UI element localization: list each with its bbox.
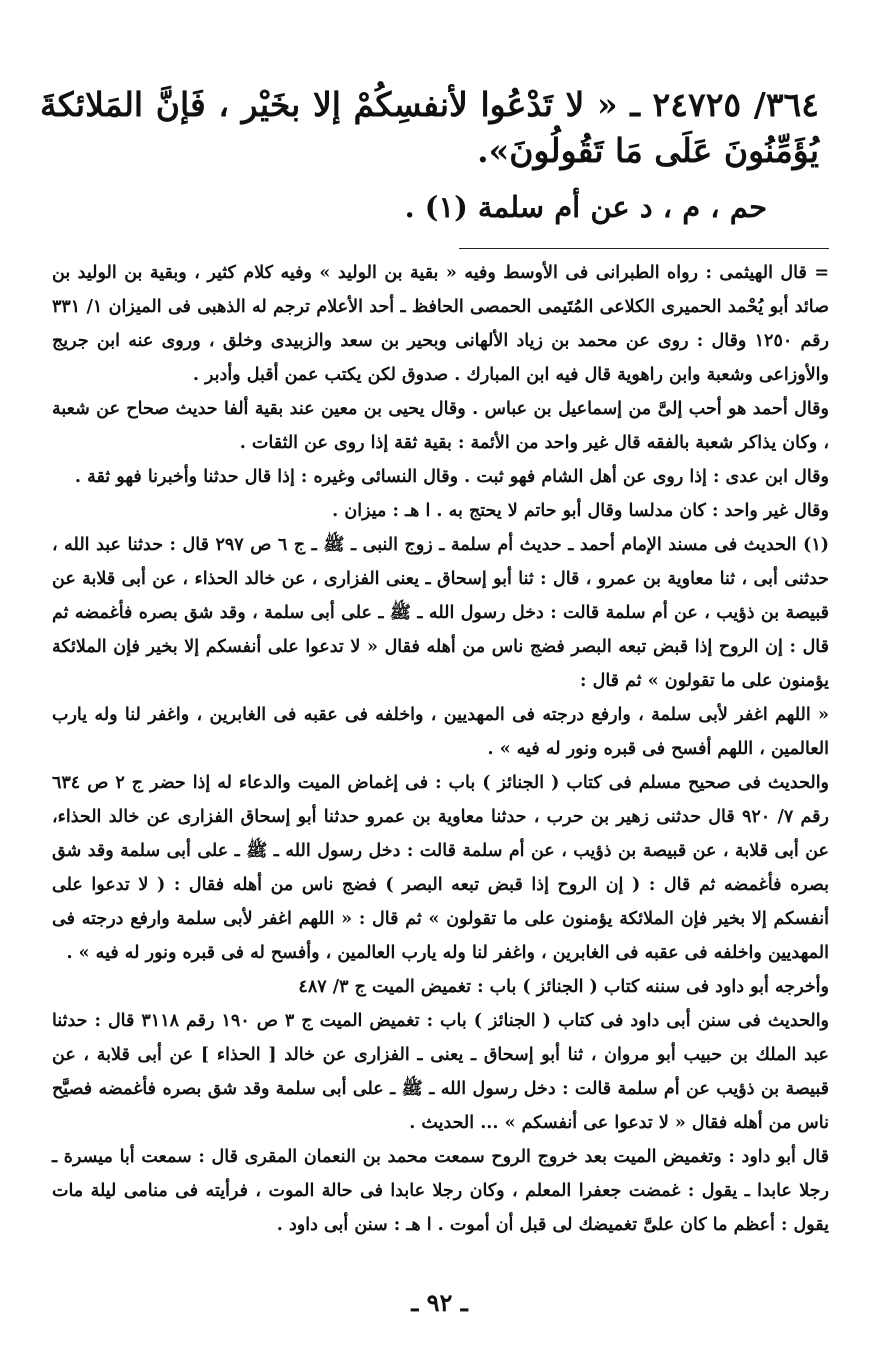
footnote-paragraph: « اللهم اغفر لأبى سلمة ، وارفع درجته فى المهديين ، واخلفه فى عقبه فى الغابرين ، واغفر لنا وله يارب العالمين ، اللهم أفسح فى قبره ونور له فيه » . [52,705,829,759]
page-number: ـ ٩٢ ـ [411,1288,468,1317]
footnote-paragraph: = قال الهيثمى : رواه الطبرانى فى الأوسط وفيه « بقية بن الوليد » وفيه كلام كثير ، وبقية بن الوليد بن صائد أبو يُحْمد الحميرى الكلاعى المُتَيمى الحمصى الحافظ ـ أحد الأعلام ترجم له الذهبى فى الميزان ١/ ٣٣١ رقم ١٢٥٠ وقال : روى عن محمد بن زياد الألهانى وبحير بن سعد والزبيدى وخلق ، وروى عنه ابن جريج والأوزاعى وشعبة وابن راهوية قال فيه ابن المبارك . صدوق لكن يكتب عمن أقبل وأدبر . [52,263,829,385]
footnote-paragraph: وقال غير واحد : كان مدلسا وقال أبو حاتم لا يحتج به . ا هـ : ميزان . [332,501,829,521]
hadith-text: ٣٦٤/ ٢٤٧٢٥ ـ « لا تَدْعُوا لأنفسِكُمْ إلا بخَيْر ، فَإنَّ المَلائكةَ يُؤَمِّنُونَ عَلَى مَا تَقُولُونَ». [40,85,820,170]
footnote-paragraph: والحديث فى صحيح مسلم فى كتاب ( الجنائز ) باب : فى إغماض الميت والدعاء له إذا حضر ج ٢ ص ٦٣٤ رقم ٧/ ٩٢٠ قال حدثنى زهير بن حرب ، حدثنا معاوية بن عمرو حدثنا أبو إسحاق الفزارى عن خالد الحذاء، عن أبى قلابة ، عن قبيصة بن ذؤيب ، عن أم سلمة قالت : دخل رسول الله ـ ﷺ ـ على أبى سلمة وقد شق بصره فأغمضه ثم قال : ( إن الروح إذا قبض تبعه البصر ) فضج ناس من أهله فقال : ( لا تدعوا على أنفسكم إلا بخير فإن الملائكة يؤمنون على ما تقولون » ثم قال : « اللهم اغفر لأبى سلمة وارفع درجته فى المهديين واخلفه فى عقبه فى الغابرين ، واغفر لنا وله يارب العالمين ، وأفسح له فى قبره ونور له فيه » . [52,773,830,963]
footnotes [52,256,829,1242]
footnote-paragraph: والحديث فى سنن أبى داود فى كتاب ( الجنائز ) باب : تغميض الميت ج ٣ ص ١٩٠ رقم ٣١١٨ قال : حدثنا عبد الملك بن حبيب أبو مروان ، ثنا أبو إسحاق ـ يعنى ـ الفزارى عن خالد [ الحذاء ] عن أبى قلابة ، عن قبيصة بن ذؤيب عن أم سلمة قالت : دخل رسول الله ـ ﷺ ـ على أبى سلمة وقد شق بصره فأغمضه فصيَّح ناس من أهله فقال « لا تدعوا عى أنفسكم » ... الحديث . [52,1011,830,1133]
hadith-source: حم ، م ، د عن أم سلمة (١) . [404,190,767,224]
footnote-divider [459,248,829,249]
footnote-paragraph: وأخرجه أبو داود فى سننه كتاب ( الجنائز ) باب : تغميض الميت ج ٣/ ٤٨٧ [298,977,829,997]
footnote-paragraph: وقال أحمد هو أحب إلىَّ من إسماعيل بن عباس . وقال يحيى بن معين عند بقية ألفا حديث صحاح عن شعبة ، وكان يذاكر شعبة بالفقه قال غير واحد من الأئمة : بقية ثقة إذا روى عن الثقات . [52,399,829,453]
footnote-paragraph: (١) الحديث فى مسند الإمام أحمد ـ حديث أم سلمة ـ زوج النبى ـ ﷺ ـ ج ٦ ص ٢٩٧ قال : حدثنا عبد الله ، حدثنى أبى ، ثنا معاوية بن عمرو ، قال : ثنا أبو إسحاق ـ يعنى الفزارى ، عن خالد الحذاء ، عن أبى قلابة عن قبيصة بن ذؤيب ، عن أم سلمة قالت : دخل رسول الله ـ ﷺ ـ على أبى سلمة ، وقد شق بصره فأغمضه ثم قال : إن الروح إذا قبض تبعه البصر فضج ناس من أهله فقال « لا تدعوا على أنفسكم إلا بخير فإن الملائكة يؤمنون على ما تقولون » ثم قال : [52,535,829,691]
footnote-paragraph: وقال ابن عدى : إذا روى عن أهل الشام فهو ثبت . وقال النسائى وغيره : إذا قال حدثنا وأخبرنا فهو ثقة . [74,467,829,487]
footnote-paragraph: قال أبو داود : وتغميض الميت بعد خروج الروح سمعت محمد بن النعمان المقرى قال : سمعت أبا ميسرة ـ رجلا عابدا ـ يقول : غمضت جعفرا المعلم ، وكان رجلا عابدا فى حالة الموت ، فرأيته فى منامى ليلة مات يقول : أعظم ما كان علىَّ تغميضك لى قبل أن أموت . ا هـ : سنن أبى داود . [52,1147,829,1235]
